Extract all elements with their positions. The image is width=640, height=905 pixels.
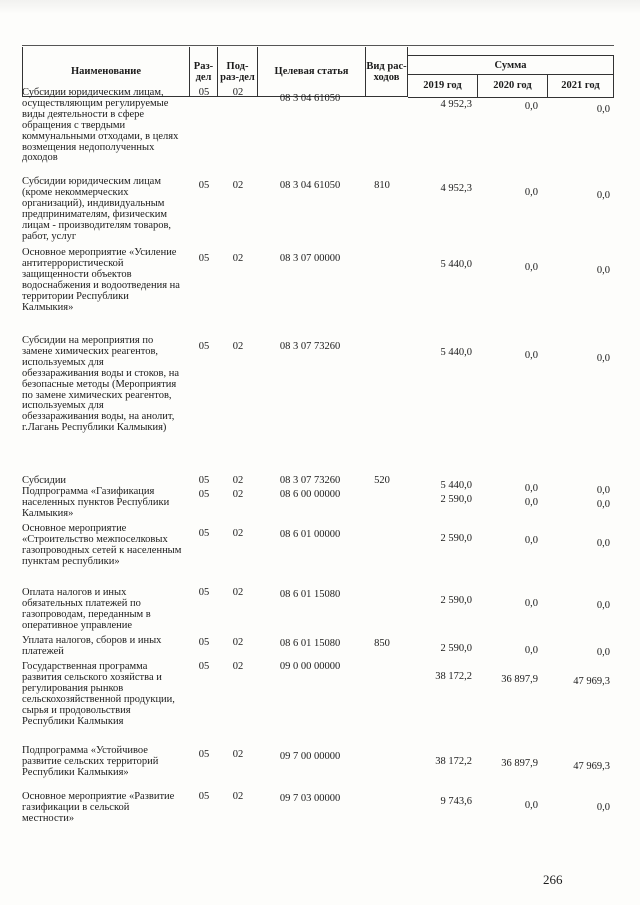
row-name: Государственная программа развития сельского хозяйства и регулирования рынков сельскохозяйственной продукции, сырья и продовольствия Республики Калмыкия xyxy=(22,661,175,727)
row-tselevaya: 08 6 01 15080 xyxy=(279,589,341,600)
row-tselevaya: 08 3 04 61050 xyxy=(279,180,341,191)
table-top-rule xyxy=(22,45,614,46)
row-sum-2019: 2 590,0 xyxy=(440,494,472,505)
row-sum-2019: 4 952,3 xyxy=(440,183,472,194)
row-sum-2021: 0,0 xyxy=(596,265,610,276)
row-tselevaya: 09 7 03 00000 xyxy=(279,793,341,804)
row-sum-2020: 0,0 xyxy=(524,483,538,494)
row-razdel: 05 xyxy=(198,87,210,98)
row-tselevaya: 08 3 04 61050 xyxy=(279,93,341,104)
row-podrazdel: 02 xyxy=(232,637,244,648)
row-sum-2020: 36 897,9 xyxy=(501,758,538,769)
row-tselevaya: 08 3 07 73260 xyxy=(279,475,341,486)
row-sum-2020: 0,0 xyxy=(524,645,538,656)
row-razdel: 05 xyxy=(198,489,210,500)
row-razdel: 05 xyxy=(198,180,210,191)
row-sum-2021: 47 969,3 xyxy=(573,676,610,687)
header-vid-raskhodov: Вид рас-ходов xyxy=(366,47,408,97)
row-sum-2019: 9 743,6 xyxy=(440,796,472,807)
row-podrazdel: 02 xyxy=(232,253,244,264)
row-podrazdel: 02 xyxy=(232,475,244,486)
row-sum-2021: 0,0 xyxy=(596,600,610,611)
row-razdel: 05 xyxy=(198,253,210,264)
row-sum-2021: 47 969,3 xyxy=(573,761,610,772)
row-name: Основное мероприятие «Усиление антитеррористической защищенности объектов водоснабжения и водоотведения на территории Республики Калмыкия» xyxy=(22,247,180,313)
row-sum-2021: 0,0 xyxy=(596,647,610,658)
row-podrazdel: 02 xyxy=(232,791,244,802)
header-year-2021: 2021 год xyxy=(548,74,614,98)
row-tselevaya: 08 3 07 73260 xyxy=(279,341,341,352)
row-name: Оплата налогов и иных обязательных платежей по газопроводам, переданным в оперативное управление xyxy=(22,587,151,631)
row-sum-2021: 0,0 xyxy=(596,485,610,496)
row-podrazdel: 02 xyxy=(232,489,244,500)
row-sum-2019: 2 590,0 xyxy=(440,595,472,606)
row-tselevaya: 08 6 00 00000 xyxy=(279,489,341,500)
row-razdel: 05 xyxy=(198,749,210,760)
row-podrazdel: 02 xyxy=(232,587,244,598)
row-sum-2021: 0,0 xyxy=(596,104,610,115)
row-podrazdel: 02 xyxy=(232,749,244,760)
header-podrazdel: Под-раз-дел xyxy=(218,47,258,97)
page-number: 266 xyxy=(543,872,563,887)
row-sum-2020: 0,0 xyxy=(524,598,538,609)
row-podrazdel: 02 xyxy=(232,180,244,191)
header-summa: Сумма xyxy=(408,55,614,75)
row-sum-2020: 36 897,9 xyxy=(501,674,538,685)
row-name: Субсидии юридическим лицам, осуществляющим регулируемые виды деятельности в сфере обращения с твердыми коммунальными отходами, в целях возмещения недополученных доходов xyxy=(22,87,179,164)
row-sum-2021: 0,0 xyxy=(596,499,610,510)
row-razdel: 05 xyxy=(198,587,210,598)
row-name: Субсидии на мероприятия по замене химических реагентов, используемых для обеззараживания воды и стоков, на безопасные методы (Мероприятия по замене химических реагентов, используемых для обеззараживания воды, на анолит, г.Лагань Республики Калмыкия) xyxy=(22,335,180,434)
row-sum-2019: 5 440,0 xyxy=(440,480,472,491)
row-tselevaya: 09 7 00 00000 xyxy=(279,751,341,762)
row-sum-2019: 2 590,0 xyxy=(440,533,472,544)
header-tselevaya-statya: Целевая статья xyxy=(258,47,366,97)
row-sum-2021: 0,0 xyxy=(596,802,610,813)
row-tselevaya: 08 6 01 15080 xyxy=(279,638,341,649)
row-name: Уплата налогов, сборов и иных платежей xyxy=(22,635,162,657)
row-tselevaya: 08 3 07 00000 xyxy=(279,253,341,264)
row-sum-2020: 0,0 xyxy=(524,262,538,273)
row-razdel: 05 xyxy=(198,791,210,802)
row-tselevaya: 08 6 01 00000 xyxy=(279,529,341,540)
row-sum-2021: 0,0 xyxy=(596,353,610,364)
row-sum-2021: 0,0 xyxy=(596,538,610,549)
row-sum-2020: 0,0 xyxy=(524,800,538,811)
row-sum-2020: 0,0 xyxy=(524,535,538,546)
row-name: Субсидии xyxy=(22,475,67,486)
row-razdel: 05 xyxy=(198,341,210,352)
row-name: Подпрограмма «Газификация населенных пунктов Республики Калмыкия» xyxy=(22,486,170,519)
row-sum-2020: 0,0 xyxy=(524,497,538,508)
row-podrazdel: 02 xyxy=(232,341,244,352)
row-sum-2021: 0,0 xyxy=(596,190,610,201)
row-name: Подпрограмма «Устойчивое развитие сельских территорий Республики Калмыкия» xyxy=(22,745,159,778)
row-sum-2020: 0,0 xyxy=(524,101,538,112)
row-razdel: 05 xyxy=(198,475,210,486)
row-sum-2019: 38 172,2 xyxy=(435,671,472,682)
row-podrazdel: 02 xyxy=(232,661,244,672)
row-vid: 520 xyxy=(374,475,390,486)
page-top-edge xyxy=(0,0,640,14)
row-sum-2019: 5 440,0 xyxy=(440,347,472,358)
row-sum-2019: 38 172,2 xyxy=(435,756,472,767)
row-name: Субсидии юридическим лицам (кроме некоммерческих организаций), индивидуальным предпринимателям, физическим лицам - производителям товаров, работ, услуг xyxy=(22,176,172,242)
header-name: Наименование xyxy=(22,47,190,97)
row-razdel: 05 xyxy=(198,528,210,539)
row-sum-2020: 0,0 xyxy=(524,187,538,198)
header-year-2020: 2020 год xyxy=(478,74,548,98)
row-vid: 810 xyxy=(374,180,390,191)
row-sum-2019: 5 440,0 xyxy=(440,259,472,270)
row-podrazdel: 02 xyxy=(232,87,244,98)
row-tselevaya: 09 0 00 00000 xyxy=(279,661,341,672)
row-vid: 850 xyxy=(374,638,390,649)
header-razdel: Раз-дел xyxy=(190,47,218,97)
row-sum-2019: 2 590,0 xyxy=(440,643,472,654)
row-razdel: 05 xyxy=(198,637,210,648)
row-podrazdel: 02 xyxy=(232,528,244,539)
row-name: Основное мероприятие «Строительство межпоселковых газопроводных сетей к населенным пунктам республики» xyxy=(22,523,182,567)
row-sum-2019: 4 952,3 xyxy=(440,99,472,110)
header-year-2019: 2019 год xyxy=(408,74,478,98)
row-name: Основное мероприятие «Развитие газификации в сельской местности» xyxy=(22,791,175,824)
row-sum-2020: 0,0 xyxy=(524,350,538,361)
row-razdel: 05 xyxy=(198,661,210,672)
